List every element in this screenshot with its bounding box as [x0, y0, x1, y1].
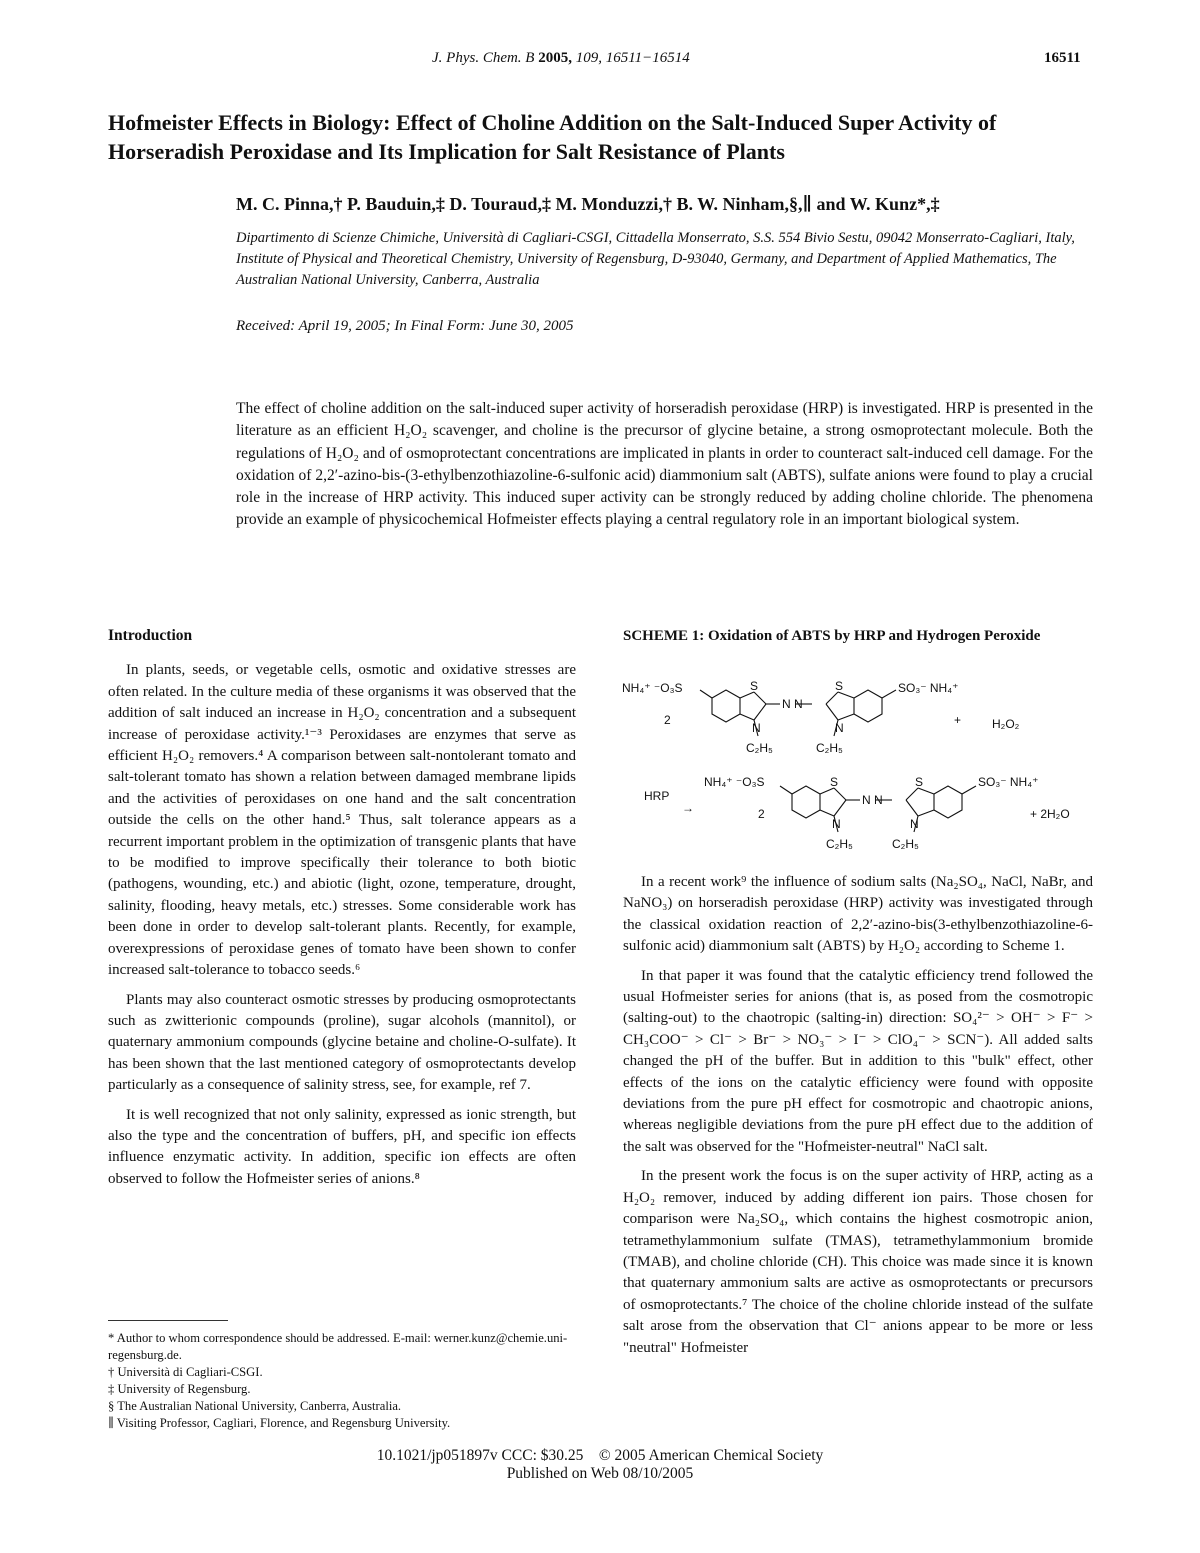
scheme-label: NH₄⁺ ⁻O₃S: [622, 681, 683, 695]
scheme-label: 2: [758, 807, 765, 821]
scheme-label: N: [835, 721, 844, 735]
published-date: Published on Web 08/10/2005: [506, 1465, 694, 1482]
scheme-caption: SCHEME 1: Oxidation of ABTS by HRP and Hydrogen Peroxide: [623, 628, 1041, 644]
scheme-label: S: [835, 679, 844, 693]
paragraph: In a recent work⁹ the influence of sodium salts (Na₂SO₄, NaCl, NaBr, and NaNO₃) on horseradish peroxidase (HRP) activity was investigated through the classical oxidation reaction of 2,2′-azino-bis(3-ethylbenzothiazoline-6-sulfonic acid) diammonium salt (ABTS) by H₂O₂ according to Scheme 1.: [623, 874, 1093, 955]
paragraph: In the present work the focus is on the super activity of HRP, acting as a H₂O₂ remover, induced by adding different ion pairs. Those chosen for comparison were Na₂SO₄, which contains the highest cosmotropic anion, tetramethylammonium sulfate (TMAS), tetramethylammonium bromide (TMAB), and choline chloride (CH). This choice was made since it is known that quaternary ammonium salts are active as osmoprotectants or precursors of osmoprotectants.⁷ The choice of the choline chloride instead of the sulfate salt arose from the observation that Cl⁻ anions appear to be more or less "neutral" Hofmeister: [623, 1168, 1093, 1356]
scheme-label: 2: [664, 713, 671, 727]
journal-citation: J. Phys. Chem. B 2005, 109, 16511−16514: [432, 50, 690, 66]
scheme-label: →: [682, 801, 694, 815]
author-list: M. C. Pinna,† P. Bauduin,‡ D. Touraud,‡ M. Monduzzi,† B. W. Ninham,§,∥ and W. Kunz*,‡: [236, 194, 940, 214]
scheme-label: C₂H₅: [746, 741, 773, 755]
page-footer: [0, 1447, 1200, 1483]
scheme-label: N: [832, 817, 841, 831]
footnotes: [108, 1330, 576, 1432]
scheme-label: N N: [782, 697, 803, 711]
scheme-label: +: [954, 713, 962, 727]
scheme-label: N N: [862, 793, 883, 807]
scheme-label: SO₃⁻ NH₄⁺: [978, 775, 1039, 789]
paragraph: It is well recognized that not only salinity, expressed as ionic strength, but also the type and the concentration of buffers, pH, and specific ion effects influence enzymatic activity. In addition, specific ion effects are often observed to follow the Hofmeister series of anions.⁸: [108, 1106, 576, 1187]
section-heading-introduction: Introduction: [108, 627, 193, 644]
affiliations: Dipartimento di Scienze Chimiche, Università di Cagliari-CSGI, Cittadella Monserrato, S.S. 554 Bivio Sestu, 09042 Monserrato-Cagliari, Italy, Institute of Physical and Theoretical Chemistry, University of Regensburg, D-93040, Germany, and Department of Applied Mathematics, The Australian National University, Canberra, Australia: [236, 230, 1075, 288]
doi-ccc: 10.1021/jp051897v CCC: $30.25: [376, 1447, 584, 1464]
scheme-label: S: [830, 775, 839, 789]
scheme-label: S: [915, 775, 924, 789]
received-dates: Received: April 19, 2005; In Final Form: June 30, 2005: [236, 318, 574, 334]
scheme-label: HRP: [644, 789, 670, 803]
right-column: [623, 872, 1093, 1367]
scheme-label: N: [910, 817, 919, 831]
scheme-label: C₂H₅: [826, 837, 853, 851]
paragraph: In plants, seeds, or vegetable cells, osmotic and oxidative stresses are often related. In the culture media of these organisms it was observed that the addition of salt induced an increase in H₂O₂ concentration and a subsequent increase of peroxidase activity.¹⁻³ Peroxidases are enzymes that serve as efficient H₂O₂ removers.⁴ A comparison between salt-nontolerant tomato and salt-tolerant tomato has shown a relation between damaged membrane lipids and the activities of peroxidases on one hand and the salt concentration outside the cells on the other hand.⁵ Thus, salt tolerance appears as a recurrent important problem in the optimization of transgenic plants that have to be modified to improve specifically their tolerance to both biotic (pathogens, wounding, etc.) and abiotic (light, ozone, temperature, drought, salinity, flooding, heavy metals, etc.) stresses. Some considerable work has been done in order to develop salt-tolerant plants. Recently, for example, overexpressions of peroxidase genes of tomato have been shown to confer increased salt-tolerance to tobacco seeds.⁶: [108, 662, 576, 979]
paragraph: In that paper it was found that the catalytic efficiency trend followed the usual Hofmeister series for anions (that is, as posed from the cosmotropic (salting-out) to the chaotropic (salting-in) direction: SO₄²⁻ > OH⁻ > F⁻ > CH₃COO⁻ > Cl⁻ > Br⁻ > NO₃⁻ > I⁻ > ClO₄⁻ > SCN⁻). All added salts changed the pH of the buffer. But in addition to this "bulk" effect, other effects of the ions on the catalytic efficiency were found with opposite deviations from the pure pH effect for cosmotropic and chaotropic anions, whereas negligible deviations from the pure pH effect due to the addition of the salt was observed for the "Hofmeister-neutral" NaCl salt.: [623, 967, 1093, 1155]
scheme-label: S: [750, 679, 759, 693]
scheme-label: SO₃⁻ NH₄⁺: [898, 681, 959, 695]
paragraph: Plants may also counteract osmotic stresses by producing osmoprotectants such as zwitterionic compounds (proline), sugar alcohols (mannitol), or quaternary ammonium compounds (glycine betaine and choline-O-sulfate). It has been shown that the last mentioned category of osmoprotectants develop particularly as a consequence of salinity stress, see, for example, ref 7.: [108, 991, 576, 1094]
scheme-label: + 2H₂O: [1030, 807, 1070, 821]
scheme-label: C₂H₅: [892, 837, 919, 851]
footnote: ∥ Visiting Professor, Cagliari, Florence, and Regensburg University.: [108, 1416, 451, 1430]
abstract: The effect of choline addition on the salt-induced super activity of horseradish peroxidase (HRP) is investigated. HRP is presented in the literature as an efficient H₂O₂ scavenger, and choline is the precursor of glycine betaine, a strong osmoprotectant molecule. Both the regulations of H₂O₂ and of osmoprotectant concentrations are implicated in plants in order to counteract salt-induced cell damage. For the oxidation of 2,2′-azino-bis-(3-ethylbenzothiazoline-6-sulfonic acid) diammonium salt (ABTS), sulfate anions were found to play a crucial role in the increase of HRP activity. This induced super activity can be strongly reduced by adding choline chloride. The phenomena provide an example of physicochemical Hofmeister effects playing a central regulatory role in an important biological system.: [236, 400, 1093, 529]
scheme-label: NH₄⁺ ⁻O₃S: [704, 775, 765, 789]
footnote: § The Australian National University, Canberra, Australia.: [108, 1399, 402, 1413]
scheme-label: N: [752, 721, 761, 735]
article-title: Hofmeister Effects in Biology: Effect of Choline Addition on the Salt-Induced Super Activity of Horseradish Peroxidase and Its Implication for Salt Resistance of Plants: [108, 110, 997, 164]
page-number: 16511: [1044, 50, 1081, 66]
copyright: © 2005 American Chemical Society: [598, 1447, 824, 1464]
footnote: † Università di Cagliari-CSGI.: [108, 1365, 263, 1379]
footnote-divider: [108, 1320, 228, 1321]
left-column: [108, 625, 576, 1198]
footnote: * Author to whom correspondence should be addressed. E-mail: werner.kunz@chemie.uni-regensburg.de.: [108, 1331, 568, 1362]
footnote: ‡ University of Regensburg.: [108, 1382, 251, 1396]
scheme-1-reaction-diagram: [620, 672, 1095, 872]
scheme-label: H₂O₂: [992, 717, 1020, 731]
scheme-label: C₂H₅: [816, 741, 843, 755]
